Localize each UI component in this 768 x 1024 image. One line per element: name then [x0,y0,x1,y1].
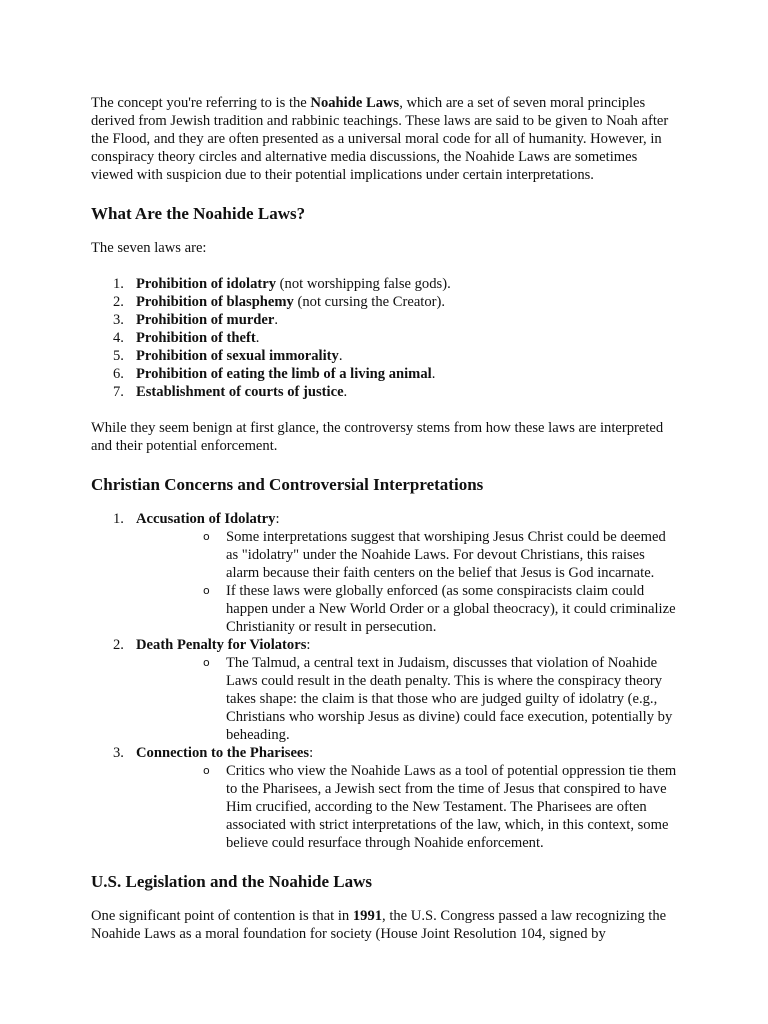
circle-bullet-icon: o [203,584,210,597]
circle-bullet-icon: o [203,530,210,543]
legislation-text: One significant point of contention is that in [91,908,353,924]
concern-sublist [136,654,681,744]
law-item [91,329,681,347]
law-title: Prohibition of theft [136,330,256,346]
law-item [91,383,681,401]
laws-after-paragraph: While they seem benign at first glance, the controversy stems from how these laws are interpreted and their potential enforcement. [91,420,664,454]
law-title: Prohibition of sexual immorality [136,348,339,364]
heading-us-legislation: U.S. Legislation and the Noahide Laws [91,872,373,891]
law-title: Prohibition of murder [136,312,275,328]
intro-bold-term: Noahide Laws [310,95,400,111]
concern-subitem [136,654,681,744]
legislation-paragraph [91,907,681,943]
law-detail: . [255,330,260,346]
list-number: 7. [113,384,124,400]
list-number: 4. [113,330,124,346]
laws-list [91,275,681,401]
concern-subitem-text: Some interpretations suggest that worshiping Jesus Christ could be deemed as "idolatry" under the Noahide Laws. For devout Christians, this raises alarm because their faith centers on the belief that Jesus is God incarnate. [226,529,666,581]
legislation-text-cont: , the U.S. Congress passed a law recognizing the Noahide Laws as a moral foundation for society (House Joint Resolution 104, signed by [91,908,667,942]
list-number: 2. [113,637,124,653]
law-item [91,311,681,329]
intro-text: The concept you're referring to is the [91,95,311,111]
concern-title: Accusation of Idolatry [136,511,276,527]
list-number: 6. [113,366,124,382]
concern-colon: : [309,745,314,761]
concern-subitem [136,582,681,636]
circle-bullet-icon: o [203,656,210,669]
law-detail: . [338,348,343,364]
concern-subitem-text: If these laws were globally enforced (as some conspiracists claim could happen under a New World Order or a global theocracy), it could criminalize Christianity or result in persecution. [226,583,676,635]
list-number: 2. [113,294,124,310]
concern-title: Connection to the Pharisees [136,745,310,761]
intro-paragraph [91,94,681,184]
concern-subitem [136,762,681,852]
concern-subitem-text: The Talmud, a central text in Judaism, discusses that violation of Noahide Laws could result in the death penalty. This is where the conspiracy theory takes shape: the claim is that those who are judged guilty of idolatry (e.g., Christians who worship Jesus as divine) could face execution, potentially by beheading. [226,655,673,743]
circle-bullet-icon: o [203,764,210,777]
legislation-year: 1991 [352,908,383,924]
concern-item [91,636,681,744]
concern-colon: : [306,637,311,653]
intro-text-cont: , which are a set of seven moral principles derived from Jewish tradition and rabbinic teachings. These laws are said to be given to Noah after the Flood, and they are often presented as a universal moral code for all of humanity. However, in conspiracy theory circles and alternative media discussions, the Noahide Laws are sometimes viewed with suspicion due to their potential implications under certain interpretations. [91,95,669,183]
list-number: 3. [113,745,124,761]
list-number: 3. [113,312,124,328]
list-number: 1. [113,276,124,292]
list-number: 1. [113,511,124,527]
law-title: Prohibition of idolatry [136,276,277,292]
concern-item [91,510,681,636]
concern-sublist [136,528,681,636]
concern-subitem [136,528,681,582]
law-title: Prohibition of eating the limb of a living animal [136,366,432,382]
concern-title: Death Penalty for Violators [136,637,307,653]
concern-sublist [136,762,681,852]
law-item [91,365,681,383]
law-detail: (not cursing the Creator). [293,294,446,310]
law-item [91,347,681,365]
heading-christian-concerns: Christian Concerns and Controversial Interpretations [91,475,484,494]
concern-colon: : [275,511,280,527]
law-detail: . [431,366,436,382]
document-body [91,94,681,943]
concerns-list [91,510,681,852]
law-detail: . [274,312,279,328]
law-title: Prohibition of blasphemy [136,294,294,310]
law-detail: (not worshipping false gods). [276,276,451,292]
law-detail: . [343,384,348,400]
list-number: 5. [113,348,124,364]
law-title: Establishment of courts of justice [136,384,344,400]
law-item [91,275,681,293]
heading-what-are: What Are the Noahide Laws? [91,204,306,223]
laws-lead: The seven laws are: [91,240,207,256]
concern-subitem-text: Critics who view the Noahide Laws as a tool of potential oppression tie them to the Pharisees, a Jewish sect from the time of Jesus that conspired to have Him crucified, according to the New Testament. The Pharisees are often associated with strict interpretations of the law, which, in this context, some believe could resurface through Noahide enforcement. [226,763,677,851]
concern-item [91,744,681,852]
law-item [91,293,681,311]
